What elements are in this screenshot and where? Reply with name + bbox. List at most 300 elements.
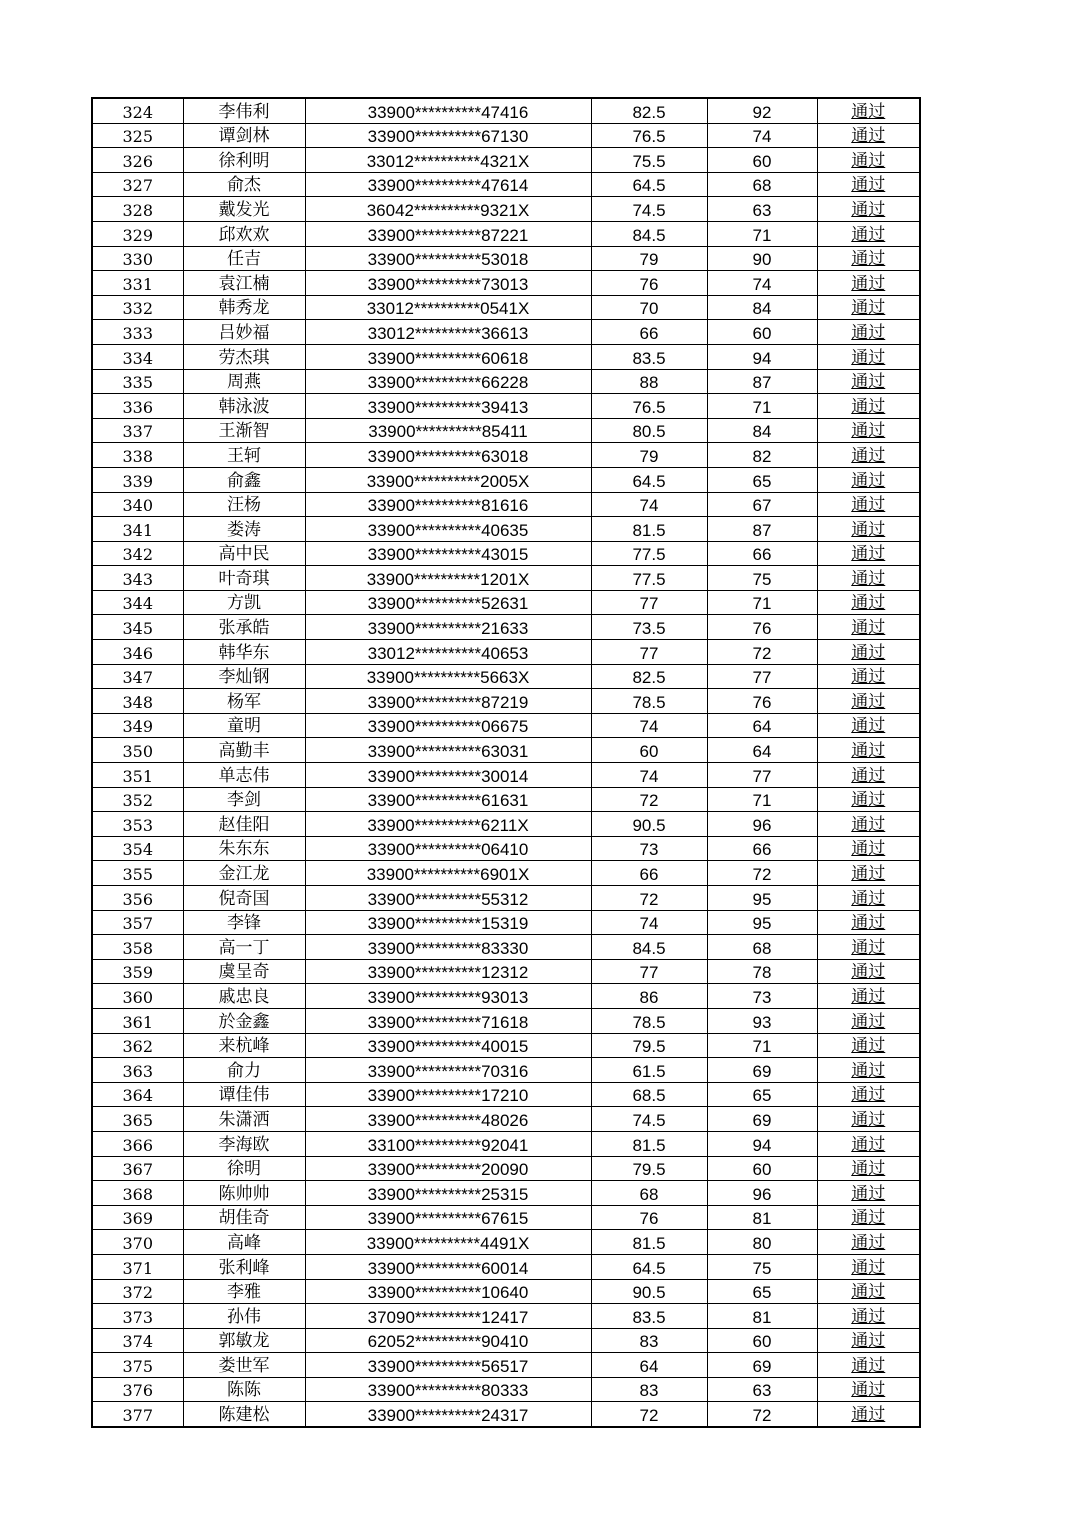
score-2-cell: 69 <box>707 1058 817 1083</box>
status-cell: 通过 <box>817 615 920 640</box>
id-number-cell: 33900**********25315 <box>305 1181 591 1206</box>
score-1-cell: 77 <box>591 590 707 615</box>
status-cell: 通过 <box>817 344 920 369</box>
score-1-cell: 74.5 <box>591 1107 707 1132</box>
row-number-cell: 357 <box>92 910 183 935</box>
name-cell: 高峰 <box>183 1230 305 1255</box>
name-cell: 俞杰 <box>183 172 305 197</box>
row-number-cell: 368 <box>92 1181 183 1206</box>
name-cell: 徐利明 <box>183 148 305 173</box>
table-row <box>92 246 920 271</box>
name-cell: 叶奇琪 <box>183 566 305 591</box>
id-number-cell: 33012**********36613 <box>305 320 591 345</box>
score-2-cell: 77 <box>707 664 817 689</box>
id-number-cell: 33900**********93013 <box>305 984 591 1009</box>
name-cell: 单志伟 <box>183 763 305 788</box>
status-cell: 通过 <box>817 1328 920 1353</box>
score-2-cell: 94 <box>707 1131 817 1156</box>
table-row <box>92 197 920 222</box>
name-cell: 王轲 <box>183 443 305 468</box>
status-cell: 通过 <box>817 836 920 861</box>
status-cell: 通过 <box>817 443 920 468</box>
score-2-cell: 96 <box>707 1181 817 1206</box>
score-1-cell: 72 <box>591 1402 707 1427</box>
table-row <box>92 640 920 665</box>
status-cell: 通过 <box>817 738 920 763</box>
status-cell: 通过 <box>817 1304 920 1329</box>
score-1-cell: 83 <box>591 1328 707 1353</box>
name-cell: 朱潇洒 <box>183 1107 305 1132</box>
id-number-cell: 33900**********81616 <box>305 492 591 517</box>
score-1-cell: 61.5 <box>591 1058 707 1083</box>
score-2-cell: 71 <box>707 787 817 812</box>
name-cell: 胡佳奇 <box>183 1205 305 1230</box>
table-row <box>92 1205 920 1230</box>
table-row <box>92 271 920 296</box>
name-cell: 劳杰琪 <box>183 344 305 369</box>
score-2-cell: 66 <box>707 836 817 861</box>
id-number-cell: 33900**********40015 <box>305 1033 591 1058</box>
name-cell: 高一丁 <box>183 935 305 960</box>
row-number-cell: 324 <box>92 98 183 123</box>
row-number-cell: 335 <box>92 369 183 394</box>
score-2-cell: 84 <box>707 295 817 320</box>
table-row <box>92 394 920 419</box>
score-1-cell: 90.5 <box>591 1279 707 1304</box>
status-cell: 通过 <box>817 763 920 788</box>
score-2-cell: 65 <box>707 467 817 492</box>
score-1-cell: 74 <box>591 713 707 738</box>
table-row <box>92 1402 920 1427</box>
score-1-cell: 83.5 <box>591 1304 707 1329</box>
name-cell: 王渐智 <box>183 418 305 443</box>
table-row <box>92 492 920 517</box>
row-number-cell: 372 <box>92 1279 183 1304</box>
name-cell: 张利峰 <box>183 1254 305 1279</box>
row-number-cell: 329 <box>92 221 183 246</box>
score-1-cell: 84.5 <box>591 935 707 960</box>
score-2-cell: 64 <box>707 713 817 738</box>
status-cell: 通过 <box>817 1156 920 1181</box>
id-number-cell: 33900**********47416 <box>305 98 591 123</box>
table-row <box>92 1058 920 1083</box>
score-1-cell: 81.5 <box>591 1230 707 1255</box>
name-cell: 朱东东 <box>183 836 305 861</box>
row-number-cell: 351 <box>92 763 183 788</box>
row-number-cell: 333 <box>92 320 183 345</box>
row-number-cell: 365 <box>92 1107 183 1132</box>
table-row <box>92 959 920 984</box>
score-2-cell: 72 <box>707 640 817 665</box>
id-number-cell: 37090**********12417 <box>305 1304 591 1329</box>
score-2-cell: 63 <box>707 1377 817 1402</box>
row-number-cell: 348 <box>92 689 183 714</box>
row-number-cell: 328 <box>92 197 183 222</box>
id-number-cell: 33900**********2005X <box>305 467 591 492</box>
row-number-cell: 343 <box>92 566 183 591</box>
id-number-cell: 33900**********80333 <box>305 1377 591 1402</box>
score-1-cell: 88 <box>591 369 707 394</box>
table-row <box>92 295 920 320</box>
id-number-cell: 33900**********67615 <box>305 1205 591 1230</box>
score-1-cell: 78.5 <box>591 689 707 714</box>
table-row <box>92 910 920 935</box>
score-2-cell: 95 <box>707 910 817 935</box>
id-number-cell: 33900**********20090 <box>305 1156 591 1181</box>
status-cell: 通过 <box>817 320 920 345</box>
name-cell: 俞鑫 <box>183 467 305 492</box>
name-cell: 谭佳伟 <box>183 1082 305 1107</box>
table-row <box>92 467 920 492</box>
score-2-cell: 74 <box>707 271 817 296</box>
status-cell: 通过 <box>817 787 920 812</box>
score-1-cell: 77 <box>591 640 707 665</box>
row-number-cell: 340 <box>92 492 183 517</box>
score-1-cell: 73.5 <box>591 615 707 640</box>
status-cell: 通过 <box>817 1082 920 1107</box>
name-cell: 谭剑林 <box>183 123 305 148</box>
table-row <box>92 1230 920 1255</box>
status-cell: 通过 <box>817 221 920 246</box>
score-2-cell: 81 <box>707 1304 817 1329</box>
row-number-cell: 369 <box>92 1205 183 1230</box>
row-number-cell: 373 <box>92 1304 183 1329</box>
status-cell: 通过 <box>817 1008 920 1033</box>
id-number-cell: 33900**********10640 <box>305 1279 591 1304</box>
row-number-cell: 353 <box>92 812 183 837</box>
name-cell: 杨军 <box>183 689 305 714</box>
name-cell: 娄世军 <box>183 1353 305 1378</box>
name-cell: 韩秀龙 <box>183 295 305 320</box>
id-number-cell: 33900**********39413 <box>305 394 591 419</box>
status-cell: 通过 <box>817 910 920 935</box>
score-2-cell: 63 <box>707 197 817 222</box>
score-2-cell: 76 <box>707 689 817 714</box>
score-1-cell: 76 <box>591 271 707 296</box>
status-cell: 通过 <box>817 295 920 320</box>
name-cell: 金江龙 <box>183 861 305 886</box>
id-number-cell: 33900**********71618 <box>305 1008 591 1033</box>
table-row <box>92 787 920 812</box>
score-1-cell: 68 <box>591 1181 707 1206</box>
score-2-cell: 94 <box>707 344 817 369</box>
table-row <box>92 1107 920 1132</box>
status-cell: 通过 <box>817 271 920 296</box>
id-number-cell: 33900**********87221 <box>305 221 591 246</box>
id-number-cell: 33900**********21633 <box>305 615 591 640</box>
table-row <box>92 1279 920 1304</box>
status-cell: 通过 <box>817 812 920 837</box>
score-2-cell: 69 <box>707 1353 817 1378</box>
id-number-cell: 33900**********67130 <box>305 123 591 148</box>
score-1-cell: 79.5 <box>591 1033 707 1058</box>
score-2-cell: 60 <box>707 1328 817 1353</box>
name-cell: 李海欧 <box>183 1131 305 1156</box>
row-number-cell: 326 <box>92 148 183 173</box>
table-row <box>92 320 920 345</box>
name-cell: 袁江楠 <box>183 271 305 296</box>
id-number-cell: 33900**********63018 <box>305 443 591 468</box>
status-cell: 通过 <box>817 1107 920 1132</box>
id-number-cell: 33900**********83330 <box>305 935 591 960</box>
score-1-cell: 82.5 <box>591 98 707 123</box>
score-1-cell: 60 <box>591 738 707 763</box>
row-number-cell: 330 <box>92 246 183 271</box>
name-cell: 虞呈奇 <box>183 959 305 984</box>
id-number-cell: 33900**********06410 <box>305 836 591 861</box>
table-row <box>92 172 920 197</box>
status-cell: 通过 <box>817 1205 920 1230</box>
table-body <box>92 98 920 1427</box>
row-number-cell: 367 <box>92 1156 183 1181</box>
score-2-cell: 60 <box>707 148 817 173</box>
status-cell: 通过 <box>817 394 920 419</box>
score-1-cell: 83 <box>591 1377 707 1402</box>
id-number-cell: 62052**********90410 <box>305 1328 591 1353</box>
id-number-cell: 33900**********55312 <box>305 886 591 911</box>
score-2-cell: 82 <box>707 443 817 468</box>
score-1-cell: 64 <box>591 1353 707 1378</box>
name-cell: 倪奇国 <box>183 886 305 911</box>
id-number-cell: 33900**********63031 <box>305 738 591 763</box>
score-1-cell: 76 <box>591 1205 707 1230</box>
score-1-cell: 66 <box>591 320 707 345</box>
id-number-cell: 33900**********73013 <box>305 271 591 296</box>
row-number-cell: 327 <box>92 172 183 197</box>
row-number-cell: 371 <box>92 1254 183 1279</box>
name-cell: 李灿钢 <box>183 664 305 689</box>
name-cell: 戴发光 <box>183 197 305 222</box>
score-2-cell: 76 <box>707 615 817 640</box>
row-number-cell: 331 <box>92 271 183 296</box>
score-1-cell: 66 <box>591 861 707 886</box>
id-number-cell: 33100**********92041 <box>305 1131 591 1156</box>
score-2-cell: 96 <box>707 812 817 837</box>
name-cell: 吕妙福 <box>183 320 305 345</box>
score-2-cell: 75 <box>707 1254 817 1279</box>
score-1-cell: 76.5 <box>591 394 707 419</box>
table-row <box>92 590 920 615</box>
id-number-cell: 33900**********53018 <box>305 246 591 271</box>
table-row <box>92 664 920 689</box>
row-number-cell: 361 <box>92 1008 183 1033</box>
name-cell: 来杭峰 <box>183 1033 305 1058</box>
score-1-cell: 83.5 <box>591 344 707 369</box>
row-number-cell: 376 <box>92 1377 183 1402</box>
id-number-cell: 33900**********52631 <box>305 590 591 615</box>
row-number-cell: 337 <box>92 418 183 443</box>
score-2-cell: 65 <box>707 1279 817 1304</box>
table-row <box>92 517 920 542</box>
table-row <box>92 1156 920 1181</box>
id-number-cell: 33900**********6901X <box>305 861 591 886</box>
score-1-cell: 72 <box>591 787 707 812</box>
score-1-cell: 74.5 <box>591 197 707 222</box>
score-2-cell: 90 <box>707 246 817 271</box>
row-number-cell: 347 <box>92 664 183 689</box>
score-1-cell: 64.5 <box>591 172 707 197</box>
row-number-cell: 364 <box>92 1082 183 1107</box>
score-2-cell: 81 <box>707 1205 817 1230</box>
status-cell: 通过 <box>817 1181 920 1206</box>
row-number-cell: 345 <box>92 615 183 640</box>
score-1-cell: 74 <box>591 763 707 788</box>
id-number-cell: 33900**********17210 <box>305 1082 591 1107</box>
status-cell: 通过 <box>817 861 920 886</box>
table-row <box>92 221 920 246</box>
name-cell: 娄涛 <box>183 517 305 542</box>
score-2-cell: 69 <box>707 1107 817 1132</box>
id-number-cell: 33900**********12312 <box>305 959 591 984</box>
table-row <box>92 344 920 369</box>
name-cell: 李伟利 <box>183 98 305 123</box>
score-1-cell: 77.5 <box>591 541 707 566</box>
score-1-cell: 78.5 <box>591 1008 707 1033</box>
row-number-cell: 332 <box>92 295 183 320</box>
score-1-cell: 90.5 <box>591 812 707 837</box>
name-cell: 韩华东 <box>183 640 305 665</box>
row-number-cell: 350 <box>92 738 183 763</box>
status-cell: 通过 <box>817 517 920 542</box>
score-2-cell: 84 <box>707 418 817 443</box>
status-cell: 通过 <box>817 492 920 517</box>
score-2-cell: 71 <box>707 590 817 615</box>
id-number-cell: 33900**********87219 <box>305 689 591 714</box>
row-number-cell: 363 <box>92 1058 183 1083</box>
score-1-cell: 79.5 <box>591 1156 707 1181</box>
result-table <box>91 97 921 1428</box>
score-1-cell: 79 <box>591 443 707 468</box>
id-number-cell: 36042**********9321X <box>305 197 591 222</box>
name-cell: 李锋 <box>183 910 305 935</box>
table-row <box>92 1131 920 1156</box>
id-number-cell: 33900**********15319 <box>305 910 591 935</box>
score-2-cell: 66 <box>707 541 817 566</box>
score-2-cell: 87 <box>707 369 817 394</box>
table-row <box>92 1033 920 1058</box>
score-1-cell: 74 <box>591 910 707 935</box>
score-2-cell: 93 <box>707 1008 817 1033</box>
name-cell: 汪杨 <box>183 492 305 517</box>
table-row <box>92 566 920 591</box>
name-cell: 张承皓 <box>183 615 305 640</box>
table-row <box>92 1304 920 1329</box>
id-number-cell: 33900**********1201X <box>305 566 591 591</box>
row-number-cell: 349 <box>92 713 183 738</box>
status-cell: 通过 <box>817 1230 920 1255</box>
status-cell: 通过 <box>817 1279 920 1304</box>
table-row <box>92 123 920 148</box>
status-cell: 通过 <box>817 1033 920 1058</box>
id-number-cell: 33900**********06675 <box>305 713 591 738</box>
score-2-cell: 78 <box>707 959 817 984</box>
row-number-cell: 375 <box>92 1353 183 1378</box>
id-number-cell: 33900**********43015 <box>305 541 591 566</box>
score-2-cell: 67 <box>707 492 817 517</box>
name-cell: 郭敏龙 <box>183 1328 305 1353</box>
status-cell: 通过 <box>817 959 920 984</box>
table-row <box>92 1353 920 1378</box>
row-number-cell: 356 <box>92 886 183 911</box>
name-cell: 於金鑫 <box>183 1008 305 1033</box>
table-row <box>92 369 920 394</box>
table-row <box>92 541 920 566</box>
score-2-cell: 60 <box>707 1156 817 1181</box>
score-2-cell: 87 <box>707 517 817 542</box>
score-2-cell: 60 <box>707 320 817 345</box>
name-cell: 周燕 <box>183 369 305 394</box>
status-cell: 通过 <box>817 467 920 492</box>
status-cell: 通过 <box>817 1402 920 1427</box>
score-2-cell: 64 <box>707 738 817 763</box>
status-cell: 通过 <box>817 98 920 123</box>
status-cell: 通过 <box>817 640 920 665</box>
id-number-cell: 33900**********66228 <box>305 369 591 394</box>
score-1-cell: 76.5 <box>591 123 707 148</box>
status-cell: 通过 <box>817 1254 920 1279</box>
score-1-cell: 80.5 <box>591 418 707 443</box>
id-number-cell: 33900**********60014 <box>305 1254 591 1279</box>
name-cell: 陈帅帅 <box>183 1181 305 1206</box>
table-row <box>92 1377 920 1402</box>
name-cell: 高中民 <box>183 541 305 566</box>
score-2-cell: 71 <box>707 394 817 419</box>
status-cell: 通过 <box>817 369 920 394</box>
id-number-cell: 33900**********60618 <box>305 344 591 369</box>
status-cell: 通过 <box>817 1353 920 1378</box>
name-cell: 陈建松 <box>183 1402 305 1427</box>
status-cell: 通过 <box>817 566 920 591</box>
name-cell: 方凯 <box>183 590 305 615</box>
status-cell: 通过 <box>817 590 920 615</box>
score-1-cell: 64.5 <box>591 1254 707 1279</box>
name-cell: 陈陈 <box>183 1377 305 1402</box>
row-number-cell: 338 <box>92 443 183 468</box>
score-1-cell: 68.5 <box>591 1082 707 1107</box>
table-row <box>92 615 920 640</box>
score-2-cell: 71 <box>707 221 817 246</box>
row-number-cell: 360 <box>92 984 183 1009</box>
name-cell: 戚忠良 <box>183 984 305 1009</box>
status-cell: 通过 <box>817 935 920 960</box>
row-number-cell: 355 <box>92 861 183 886</box>
score-2-cell: 72 <box>707 861 817 886</box>
row-number-cell: 354 <box>92 836 183 861</box>
score-1-cell: 86 <box>591 984 707 1009</box>
id-number-cell: 33900**********6211X <box>305 812 591 837</box>
score-1-cell: 77 <box>591 959 707 984</box>
score-2-cell: 73 <box>707 984 817 1009</box>
score-2-cell: 68 <box>707 172 817 197</box>
status-cell: 通过 <box>817 664 920 689</box>
id-number-cell: 33900**********61631 <box>305 787 591 812</box>
status-cell: 通过 <box>817 197 920 222</box>
score-1-cell: 84.5 <box>591 221 707 246</box>
table-row <box>92 812 920 837</box>
id-number-cell: 33900**********70316 <box>305 1058 591 1083</box>
score-1-cell: 81.5 <box>591 517 707 542</box>
id-number-cell: 33900**********85411 <box>305 418 591 443</box>
status-cell: 通过 <box>817 246 920 271</box>
id-number-cell: 33900**********56517 <box>305 1353 591 1378</box>
score-1-cell: 64.5 <box>591 467 707 492</box>
status-cell: 通过 <box>817 1131 920 1156</box>
name-cell: 赵佳阳 <box>183 812 305 837</box>
row-number-cell: 341 <box>92 517 183 542</box>
row-number-cell: 359 <box>92 959 183 984</box>
table-row <box>92 713 920 738</box>
score-1-cell: 72 <box>591 886 707 911</box>
